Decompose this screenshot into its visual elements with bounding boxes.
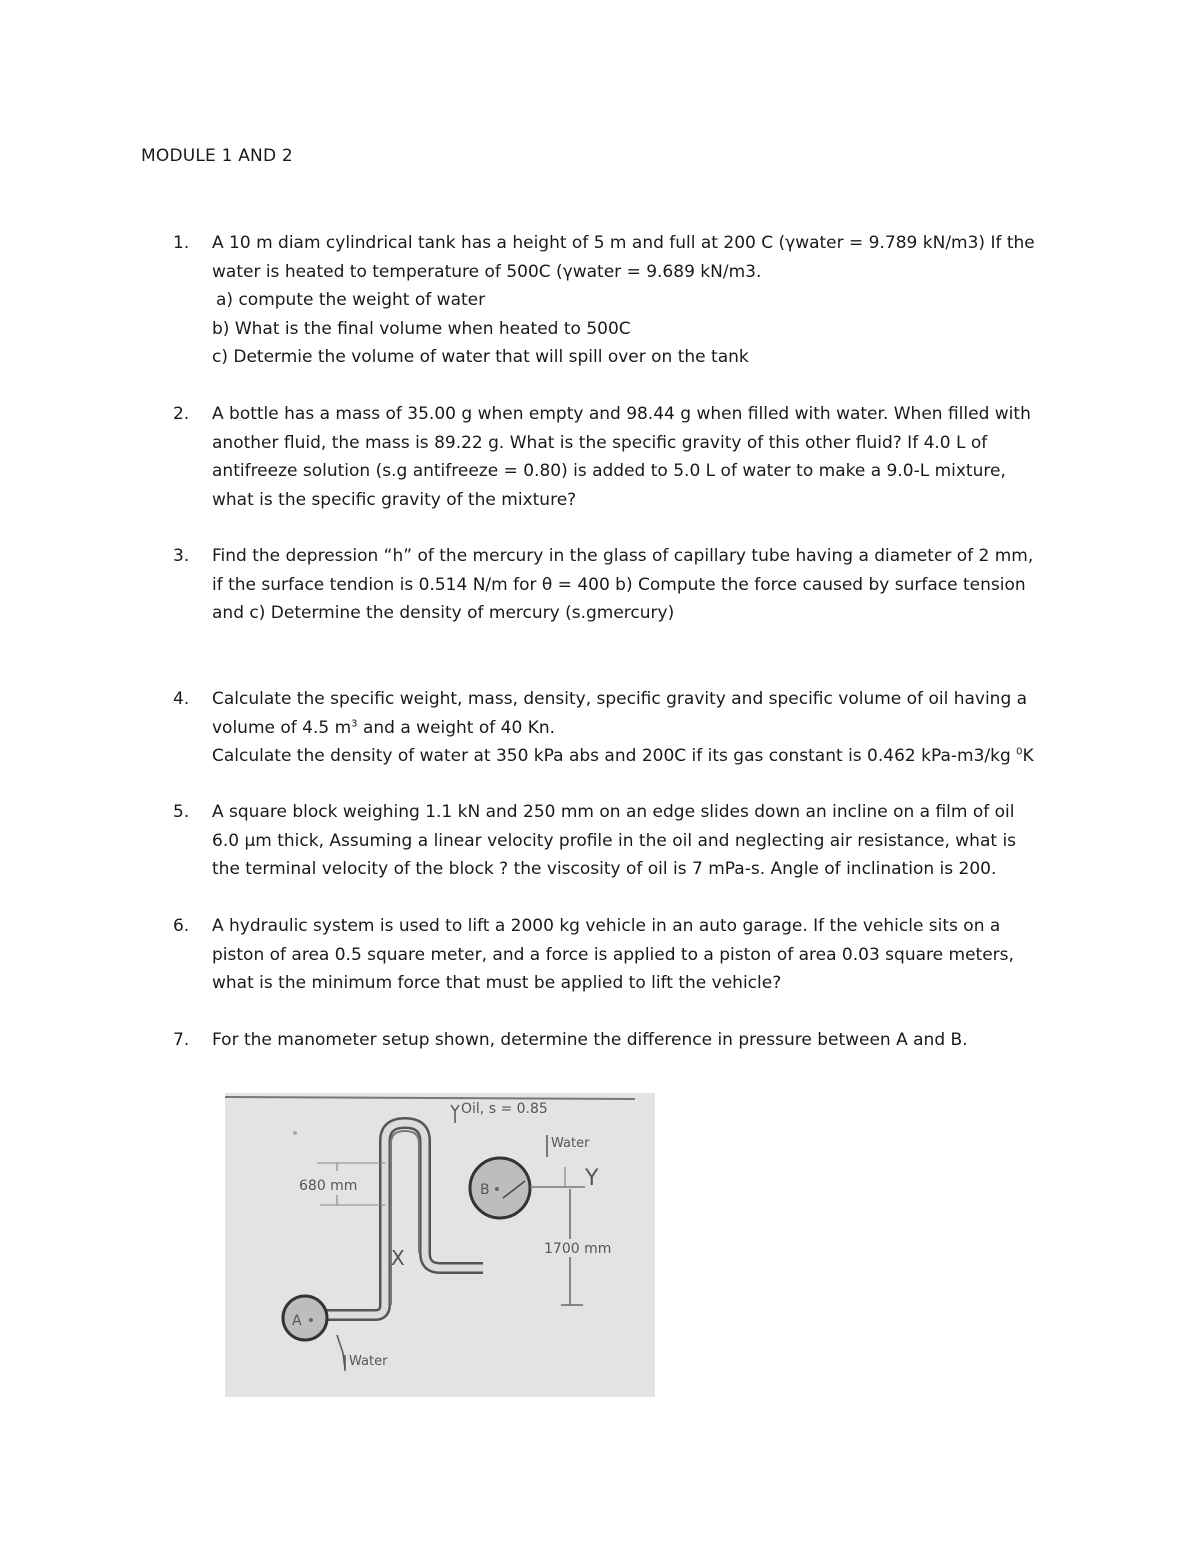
question-6: [173, 912, 1073, 998]
question-subpart-b: b) What is the final volume when heated to 500C: [212, 318, 631, 339]
question-2: [173, 400, 1073, 514]
question-3: [173, 542, 1073, 628]
question-text-line: antifreeze solution (s.g antifreeze = 0.80) is added to 5.0 L of water to make a 9.0-L mixture,: [212, 461, 1006, 482]
water-bottom-leader: [337, 1335, 345, 1369]
water-bottom-label: Water: [349, 1354, 388, 1369]
question-number: 1.: [173, 233, 190, 253]
question-text-line: what is the minimum force that must be applied to lift the vehicle?: [212, 973, 782, 994]
question-text-line: A hydraulic system is used to lift a 2000 kg vehicle in an auto garage. If the vehicle sits on a: [212, 916, 1001, 936]
figure-border-line: [225, 1097, 635, 1099]
question-text-line: volume of 4.5 $m^3$ and a weight of 40 Kn.: [212, 717, 556, 738]
question-text-line: piston of area 0.5 square meter, and a force is applied to a piston of area 0.03 square meters,: [212, 944, 1014, 965]
manometer-figure: [225, 1093, 655, 1397]
manometer-diagram: [225, 1093, 655, 1397]
question-text-line: 6.0 µm thick, Assuming a linear velocity profile in the oil and neglecting air resistance, what is: [212, 830, 1017, 851]
pipe-b-circle: [470, 1158, 530, 1218]
question-text-line: A bottle has a mass of 35.00 g when empty and 98.44 g when filled with water. When filled with: [212, 404, 1031, 424]
scan-speck: [293, 1131, 297, 1135]
point-b-label: B: [480, 1182, 490, 1198]
pipe-a-circle: [283, 1296, 327, 1340]
x-label: X: [391, 1246, 405, 1270]
question-4: [173, 685, 1073, 771]
oil-label: Oil, s = 0.85: [461, 1101, 548, 1117]
question-number: 5.: [173, 802, 190, 822]
question-number: 4.: [173, 689, 190, 709]
question-text-line: the terminal velocity of the block ? the viscosity of oil is 7 mPa-s. Angle of inclination is 200.: [212, 859, 997, 880]
question-text-line: Find the depression “h” of the mercury in the glass of capillary tube having a diameter of 2 mm,: [212, 546, 1034, 566]
question-text-line: A square block weighing 1.1 kN and 250 mm on an edge slides down an incline on a film of oil: [212, 802, 1015, 822]
question-text-line: A 10 m diam cylindrical tank has a height of 5 m and full at 200 C (γwater = 9.789 kN/m3) If the: [212, 233, 1035, 253]
question-text-line: and c) Determine the density of mercury (s.gmercury): [212, 603, 675, 624]
manometer-tube-inner: [293, 1123, 483, 1315]
dim-680-label: 680 mm: [299, 1178, 358, 1194]
question-text-line: water is heated to temperature of 500C (γwater = 9.689 kN/m3.: [212, 261, 762, 282]
question-text-line: what is the specific gravity of the mixture?: [212, 489, 577, 510]
page-title: MODULE 1 AND 2: [141, 146, 293, 166]
question-subpart-a: a) compute the weight of water: [216, 290, 486, 311]
question-number: 6.: [173, 916, 190, 936]
question-text-line: Calculate the specific weight, mass, density, specific gravity and specific volume of oil having a: [212, 689, 1028, 709]
y-label: Y: [585, 1166, 599, 1191]
water-top-label: Water: [551, 1136, 590, 1151]
question-number: 7.: [173, 1030, 190, 1050]
question-text-line: if the surface tendion is 0.514 N/m for θ = 400 b) Compute the force caused by surface tension: [212, 574, 1026, 595]
question-5: [173, 798, 1073, 884]
question-text-line: another fluid, the mass is 89.22 g. What is the specific gravity of this other fluid? If 4.0 L of: [212, 432, 988, 453]
point-a-label: A: [292, 1313, 302, 1329]
question-subpart-c: c) Determie the volume of water that will spill over on the tank: [212, 347, 749, 368]
question-7: [173, 1026, 1073, 1055]
oil-leader: [451, 1105, 459, 1123]
manometer-tube-inner-wall: [391, 1131, 419, 1305]
point-a-dot: [309, 1318, 313, 1322]
dim-1700-label: 1700 mm: [544, 1241, 612, 1257]
question-text-line: For the manometer setup shown, determine the difference in pressure between A and B.: [212, 1030, 968, 1050]
question-1: [173, 229, 1073, 372]
question-text-line: Calculate the density of water at 350 kPa abs and 200C if its gas constant is 0.462 kPa-m3/kg $^0$K: [212, 746, 1034, 767]
point-b-dot: [495, 1187, 499, 1191]
question-number: 2.: [173, 404, 190, 424]
question-number: 3.: [173, 546, 190, 566]
